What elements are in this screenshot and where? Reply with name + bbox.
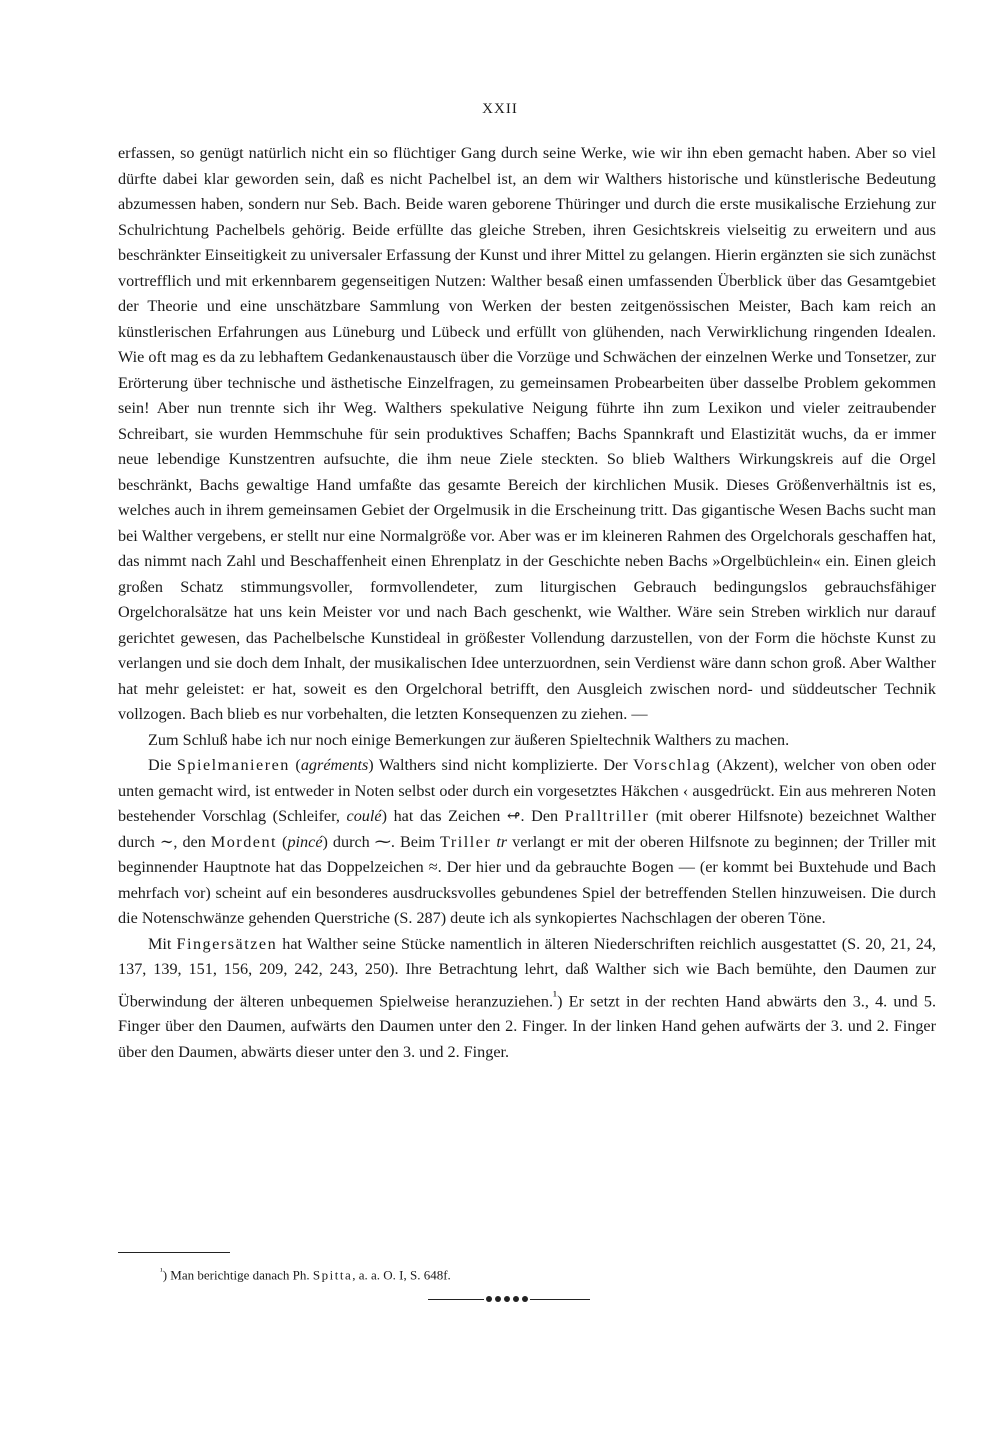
text-run: ) Er setzt in der rechten Hand abwärts den 3., 4. und 5. Finger über den Daumen, aufwärts den Daumen unter den 2. Finger. In der linken Hand gehen aufwärts der 3. und 2. Finger über den Daumen, abwärts dieser unter den 3. und 2. Finger. [118, 991, 937, 1061]
text-run: ) hat das Zeichen ↫. Den [381, 807, 565, 825]
spaced-term: Fingersätzen [176, 934, 278, 953]
spaced-term: Spielmanieren [176, 756, 290, 774]
text-run: verlangt er mit der oberen Hilfsnote zu beginnen; der Triller mit beginnender Hauptnote hat das Doppelzeichen ≈. Der hier und da gebrauchte Bogen — (er kommt bei Buxtehude und Bach mehrfach vor) scheint auf ein besonderes ausdrucksvolles gebundenes Spiel der betreffenden Stellen hinzuweisen. Die durch die Notenschwänze gehenden Querstriche (S. 287) deute ich als synkopiertes Nachschlagen der oberen Töne. [118, 832, 937, 927]
text-run: ) Walthers sind nicht komplizierte. Der [368, 756, 634, 774]
text-run: Mit [148, 934, 177, 953]
footnote-text-after: , a. a. O. I, S. 648f. [352, 1267, 451, 1283]
italic-term: agréments [300, 756, 369, 774]
paragraph-4 [118, 932, 936, 1066]
footnote-reference: ¹ [553, 987, 558, 1003]
paragraph-3 [118, 753, 936, 932]
text-run: ( [277, 832, 288, 851]
text-run: (mit oberer Hilfsnote) bezeichnet Walther durch ∼, den [118, 807, 937, 851]
page-number: XXII [482, 101, 518, 117]
paragraph-1 [118, 141, 936, 728]
italic-term: pincé [287, 832, 323, 851]
paragraph-2 [118, 728, 936, 754]
footnote [160, 1262, 860, 1284]
footnote-author: Spitta [312, 1267, 353, 1283]
text-run: ) durch ⁓. Beim [322, 832, 441, 851]
spaced-term: Pralltriller [564, 807, 650, 825]
footnote-marker: ¹ [160, 1266, 163, 1276]
spaced-term: Mordent [210, 832, 278, 851]
text-run: Zum Schluß habe ich nur noch einige Bemerkungen zur äußeren Spieltechnik Walthers zu machen. [148, 730, 790, 749]
end-ornament [428, 1293, 590, 1305]
text-run: Die [148, 756, 177, 774]
text-run: ( [289, 756, 301, 774]
spaced-term: Triller [440, 832, 492, 851]
footnote-divider [118, 1252, 230, 1253]
text-run: erfassen, so genügt natürlich nicht ein so flüchtiger Gang durch seine Werke, wie wir ihn eben gemacht haben. Aber so viel dürfte dabei klar geworden sein, daß es nicht Pachelbel ist, an dem wir Walthers historische und künstlerische Bedeutung abzumessen haben, sondern nur Seb. Bach. Beide waren geborene Thüringer und durch die erste musikalische Erziehung zur Schulrichtung Pachelbels gehörig. Beide erfüllte das gleiche Streben, ihren Gesichtskreis vielseitig zu erweitern und aus beschränkter Einseitigkeit zu universaler Erfassung der Kunst und ihrer Mittel zu gelangen. Hierin ergänzten sie sich zunächst vortrefflich und mit erkennbarem gegenseitigen Nutzen: Walther besaß einen umfassenden Überblick über das Gesamtgebiet der Theorie und eine unschätzbare Sammlung von Werken der besten zeitgenössischen Meister, Bach kam reich an künstlerischen Erfahrungen aus Lüneburg und Lübeck und erfüllt von glühenden, nach Verwirklichung ringenden Idealen. Wie oft mag es da zu lebhaftem Gedankenaustausch über die Vorzüge und Schwächen der einzelnen Werke und Tonsetzer, zur Erörterung über technische und ästhetische Einzelfragen, zu gemeinsamen Probearbeiten über dasselbe Problem gekommen sein! Aber nun trennte sich ihr Weg. Walthers spekulative Neigung führte ihn zum Lexikon und vieler zeitraubender Schreibart, sie wurden Hemmschuhe für sein produktives Schaffen; Bachs Spannkraft und Elastizität wuchs, da er immer neue lebendige Kunstzentren aufsuchte, die ihm neue Ziele steckten. So blieb Walthers Wirkungskreis auf die Orgel beschränkt, Bachs gewaltige Hand umfaßte das gesamte Bereich der kirchlichen Musik. Dieses Größenverhältnis ist es, welches auch in ihrem gemeinsamen Gebiet der Orgelmusik in die Erscheinung tritt. Das gigantische Wesen Bachs sucht man bei Walther vergebens, er stellt nur eine Normalgröße vor. Aber was er im kleineren Rahmen des Orgelchorals geschaffen hat, das nimmt nach Zahl und Beschaffenheit einen Ehrenplatz in der Geschichte neben Bachs »Orgelbüchlein« ein. Einen gleich großen Schatz stimmungsvoller, formvollendeter, zum liturgischen Gebrauch bedingungslos gebrauchsfähiger Orgelchoralsätze hat uns kein Meister vor und nach Bach geschenkt, wie Walther. Wäre sein Streben wirklich nur darauf gerichtet gewesen, das Pachelbelsche Kunstideal in größester Vollendung darzustellen, von der Form die höchste Kunst zu verlangen und sie doch dem Inhalt, der musikalischen Idee unterzuordnen, sein Verdienst wäre dann schon groß. Aber Walther hat mehr geleistet: er hat, soweit es den Orgelchoral betrifft, den Ausgleich zwischen nord- und süddeutscher Technik vollzogen. Bach blieb es nur vorbehalten, die letzten Konsequenzen zu ziehen. — [118, 144, 937, 723]
body-text [118, 141, 936, 1065]
italic-term: tr [496, 832, 508, 851]
spaced-term: Vorschlag [633, 756, 712, 774]
text-run: (Akzent), welcher von oben oder unten gemacht wird, ist entweder in Noten selbst oder durch ein vorgesetztes Häkchen ‹ ausgedrückt. Ein aus mehreren Noten bestehender Vorschlag (Schleifer, [118, 756, 937, 825]
text-run: hat Walther seine Stücke namentlich in älteren Niederschriften reichlich ausgestattet (S. 20, 21, 24, 137, 139, 151, 156, 209, 242, 243, 250). Ihre Betrachtung lehrt, daß Walther sich wie Bach bemühte, den Daumen zur Überwindung der älteren unbequemen Spielweise heranzuziehen. [118, 934, 937, 1010]
italic-term: coulé [346, 807, 382, 825]
footnote-text-before: ) Man berichtige danach Ph. [162, 1267, 313, 1283]
